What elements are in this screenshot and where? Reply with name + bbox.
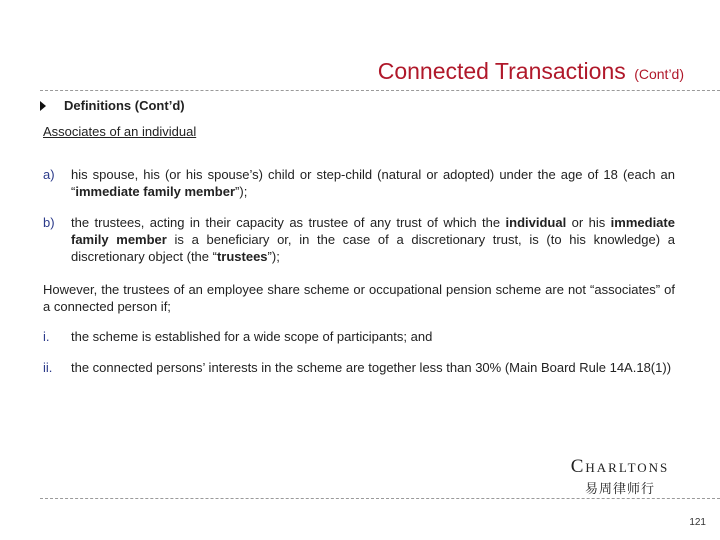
list-item-ii [43, 359, 675, 376]
list-marker: i. [43, 329, 50, 344]
text-run: ”); [267, 249, 280, 264]
logo-english: Charltons [570, 456, 670, 477]
emphasis-run: immediate family member [71, 215, 675, 247]
slide-title [378, 58, 684, 85]
bottom-divider [40, 498, 720, 499]
list-item-i [43, 328, 675, 345]
list-marker: ii. [43, 360, 53, 375]
text-run: is a beneficiary or, in the case of a discretionary trust, is (to his knowledge) a discretionary object (the “ [71, 232, 675, 264]
emphasis-run: immediate family member [75, 184, 236, 199]
emphasis-run: individual [505, 215, 567, 230]
text-run: ”); [235, 184, 248, 199]
emphasis-run: trustees [216, 249, 268, 264]
list-item-text: the connected persons’ interests in the scheme are together less than 30% (Main Board Rule 14A.18(1)) [71, 360, 672, 375]
section-bullet [40, 98, 185, 113]
list-item-text [71, 166, 675, 200]
subheading: Associates of an individual [43, 124, 197, 139]
slide-title-sub: (Cont’d) [634, 66, 684, 82]
charltons-logo [560, 456, 680, 497]
logo-chinese: 易周律师行 [584, 482, 655, 497]
slide-title-main: Connected Transactions [377, 58, 626, 84]
list-item-b [43, 214, 675, 265]
list-marker: a) [43, 167, 55, 182]
section-heading: Definitions (Cont’d) [64, 98, 185, 113]
text-run: or his [566, 215, 611, 230]
list-marker: b) [43, 215, 55, 230]
list-item-text: the scheme is established for a wide scope of participants; and [71, 329, 433, 344]
list-item-text [71, 214, 675, 265]
text-run: his spouse, his (or his spouse’s) child or step-child (natural or adopted) under the age of 18 (each an “ [71, 167, 675, 199]
text-run: the trustees, acting in their capacity as trustee of any trust of which the [71, 215, 506, 230]
triangle-bullet-icon [40, 101, 46, 111]
list-item-a [43, 166, 675, 200]
top-divider [40, 90, 720, 91]
page-number: 121 [689, 517, 706, 528]
paragraph: However, the trustees of an employee share scheme or occupational pension scheme are not “associates” of a connected person if; [43, 282, 675, 314]
